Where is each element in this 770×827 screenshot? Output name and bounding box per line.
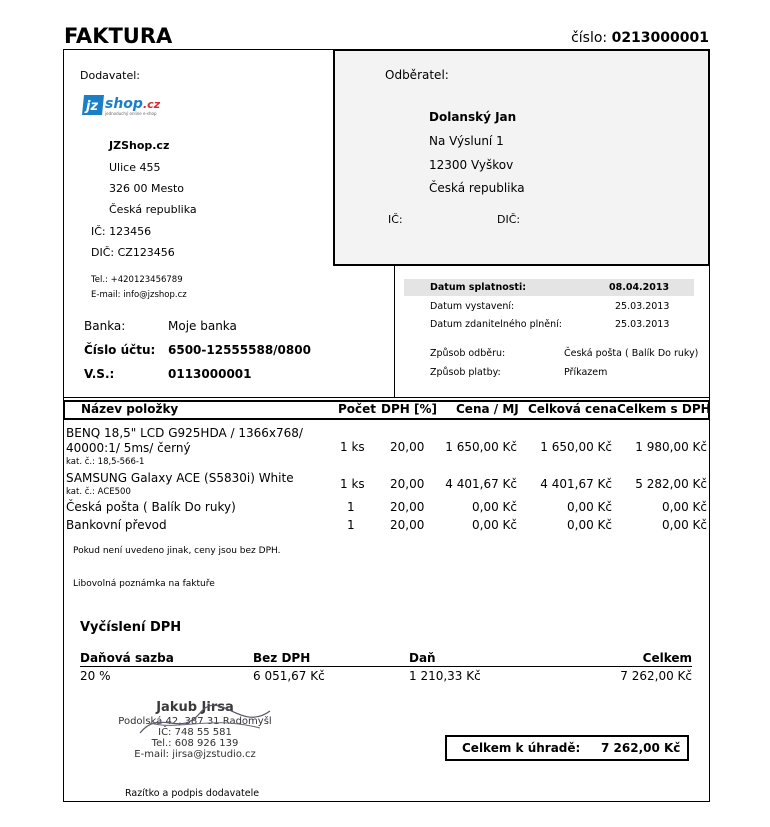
signature-label: Razítko a podpis dodavatele [125,788,260,799]
vat-col-tax: Daň [409,651,436,665]
vat-col-base: Bez DPH [253,651,311,665]
taxable-date-label: Datum zdanitelného plnění: [430,319,562,330]
item-name: Česká pošta ( Balík Do ruky) [66,500,236,514]
total-due-label: Celkem k úhradě: [462,741,581,755]
col-qty: Počet [338,402,377,416]
supplier-label: Dodavatel: [80,69,141,82]
due-date-value: 08.04.2013 [609,282,670,293]
supplier-country: Česká republika [109,203,197,216]
item-vat: 20,00 [390,477,425,491]
item-qty: 1 ks [340,477,365,491]
buyer-country: Česká republika [429,181,525,195]
prices-note: Pokud není uvedeno jinak, ceny jsou bez DPH. [73,546,281,556]
taxable-date-value: 25.03.2013 [615,319,670,330]
svg-text:shop: shop [105,96,143,112]
divider-horizontal [63,397,710,398]
vs-value: 0113000001 [168,367,252,381]
item-total-vat: 1 980,00 Kč [635,440,707,454]
signature-scribble [120,703,290,743]
divider-vertical [394,266,395,397]
buyer-street: Na Výsluní 1 [429,134,504,148]
buyer-name: Dolanský Jan [429,110,517,124]
col-name: Název položky [81,402,179,416]
svg-text:.cz: .cz [143,98,161,111]
custom-note: Libovolná poznámka na faktuře [73,579,215,589]
item-name-cont: 40000:1/ 5ms/ černý [66,441,191,455]
stamp-ic: IČ: 748 55 581 [158,727,232,738]
account-value: 6500-12555588/0800 [168,343,311,357]
item-total-vat: 0,00 Kč [662,518,707,532]
col-unit-price: Cena / MJ [456,402,519,416]
item-qty: 1 ks [340,440,365,454]
stamp-address: Podolská 42, 387 31 Radomyšl [118,716,272,727]
item-name: BENQ 18,5" LCD G925HDA / 1366x768/ [66,426,303,440]
supplier-ic: IČ: 123456 [91,225,152,238]
vat-col-total: Celkem [642,651,692,665]
vat-base-value: 6 051,67 Kč [253,669,325,683]
vat-col-rate: Daňová sazba [80,651,174,665]
due-date-label: Datum splatnosti: [430,282,527,293]
svg-text:jz: jz [86,99,99,114]
stamp-name: Jakub Jirsa [156,700,234,715]
invoice-number [571,30,709,46]
bank-value: Moje banka [168,319,237,333]
account-label: Číslo účtu: [84,343,156,357]
payment-value: Příkazem [564,367,608,378]
item-total: 1 650,00 Kč [540,440,612,454]
item-unit-price: 0,00 Kč [472,518,517,532]
item-total: 4 401,67 Kč [540,477,612,491]
vat-rate-value: 20 % [80,669,111,683]
svg-text:jednoduchý online e-shop: jednoduchý online e-shop [105,111,157,116]
col-total: Celková cena [528,402,617,416]
issue-date-value: 25.03.2013 [615,301,670,312]
buyer-city: 12300 Vyškov [429,158,514,172]
buyer-dic-label: DIČ: [497,213,521,226]
item-cat: kat. č.: 18,5-566-1 [66,457,145,467]
item-vat: 20,00 [390,518,425,532]
vat-tax-value: 1 210,33 Kč [409,669,481,683]
stamp-email: E-mail: jirsa@jzstudio.cz [134,749,256,760]
item-qty: 1 [347,500,355,514]
invoice-number-value: 0213000001 [611,30,709,46]
shop-logo [82,92,168,118]
item-unit-price: 0,00 Kč [472,500,517,514]
vat-total-value: 7 262,00 Kč [620,669,692,683]
delivery-label: Způsob odběru: [430,348,506,359]
vat-summary-rule [80,666,692,667]
col-vat: DPH [%] [381,402,437,416]
vs-label: V.S.: [84,367,115,381]
item-cat: kat. č.: ACE500 [66,487,131,497]
invoice-number-label: číslo: [571,30,608,46]
supplier-email: E-mail: info@jzshop.cz [91,290,187,300]
total-due-value: 7 262,00 Kč [601,741,681,755]
item-unit-price: 4 401,67 Kč [445,477,517,491]
delivery-value: Česká pošta ( Balík Do ruky) [564,348,699,359]
item-total-vat: 5 282,00 Kč [635,477,707,491]
vat-summary-title: Vyčíslení DPH [80,620,182,635]
bank-label: Banka: [84,319,126,333]
payment-label: Způsob platby: [430,367,501,378]
supplier-dic: DIČ: CZ123456 [91,246,175,259]
item-total-vat: 0,00 Kč [662,500,707,514]
invoice-title: FAKTURA [64,24,173,48]
supplier-city: 326 00 Mesto [109,182,185,195]
item-qty: 1 [347,518,355,532]
supplier-street: Ulice 455 [109,161,161,174]
item-vat: 20,00 [390,440,425,454]
item-total: 0,00 Kč [567,500,612,514]
stamp-phone: Tel.: 608 926 139 [151,738,239,749]
supplier-phone: Tel.: +420123456789 [91,275,183,285]
item-vat: 20,00 [390,500,425,514]
item-name: SAMSUNG Galaxy ACE (S5830i) White [66,471,294,485]
col-total-vat: Celkem s DPH [617,402,711,416]
supplier-name: JZShop.cz [109,139,170,152]
item-unit-price: 1 650,00 Kč [445,440,517,454]
buyer-ic-label: IČ: [388,213,403,226]
item-name: Bankovní převod [66,518,167,532]
buyer-label: Odběratel: [385,68,449,82]
item-total: 0,00 Kč [567,518,612,532]
issue-date-label: Datum vystavení: [430,301,515,312]
